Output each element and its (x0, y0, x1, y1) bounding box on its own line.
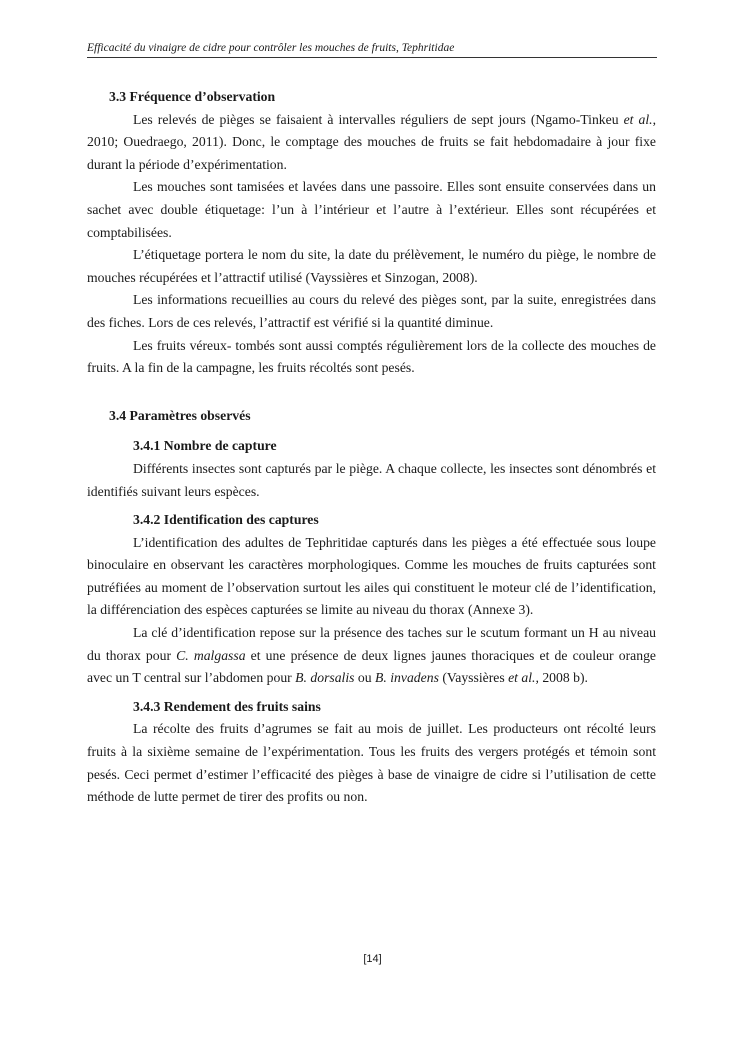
species-name: B. invadens (375, 670, 439, 686)
paragraph: L’étiquetage portera le nom du site, la date du prélèvement, le numéro du piège, le nombre de mouches récupérées et l’attractif utilisé (Vayssières et Sinzogan, 2008). (87, 247, 656, 285)
text-run-italic: et al. (623, 111, 653, 127)
paragraph (87, 109, 656, 177)
running-header: Efficacité du vinaigre de cidre pour contrôler les mouches de fruits, Tephritidae (87, 42, 657, 58)
section-3-4-1-heading: 3.4.1 Nombre de capture (133, 438, 277, 454)
page-number: [14] (363, 953, 382, 965)
section-3-4-3-heading: 3.4.3 Rendement des fruits sains (133, 698, 321, 714)
paragraph: La récolte des fruits d’agrumes se fait au mois de juillet. Les producteurs ont récolté leurs fruits à la sixième semaine de l’expérimentation. Tous les fruits des vergers protégés et témoin sont pesés. Ceci permet d’estimer l’efficacité des pièges à base de vinaigre de cidre si l’utilisation de cette méthode de lutte permet de tirer des profits ou non. (87, 721, 656, 805)
paragraph: Les fruits véreux- tombés sont aussi comptés régulièrement lors de la collecte des mouches de fruits. A la fin de la campagne, les fruits récoltés sont pesés. (87, 337, 656, 376)
section-3-4-heading: 3.4 Paramètres observés (109, 407, 251, 423)
text-run: Les relevés de pièges se faisaient à intervalles réguliers de sept jours (Ngamo-Tinkeu (133, 111, 624, 127)
species-name: B. dorsalis (295, 670, 355, 686)
paragraph: L’identification des adultes de Tephritidae capturés dans les pièges a été effectuée sous loupe binoculaire en observant les caractères morphologiques. Comme les mouches de fruits capturées sont putréfiées au moment de l’observation surtout les ailes qui constituent le moteur clé de l’identification, la différenciation des espèces capturées se limite au niveau du thorax (Annexe 3). (87, 534, 656, 618)
text-run: et une présence de deux lignes jaunes thoraciques et de couleur orange avec un T central sur l’abdomen pour (87, 647, 656, 686)
page-body (87, 86, 656, 809)
paragraph: Les informations recueillies au cours du relevé des pièges sont, par la suite, enregistrées dans des fiches. Lors de ces relevés, l’attractif est vérifié si la quantité diminue. (87, 292, 656, 330)
text-run: (Vayssières (438, 670, 509, 686)
paragraph: Différents insectes sont capturés par le piège. A chaque collecte, les insectes sont dénombrés et identifiés suivant leurs espèces. (87, 460, 656, 499)
text-run: ou (354, 670, 376, 686)
species-name: C. malgassa (176, 647, 246, 663)
text-run: , 2010; Ouedraego, 2011). Donc, le comptage des mouches de fruits se fait hebdomadaire à jour fixe durant la période d’expérimentation. (87, 111, 656, 172)
text-run-italic: et al., (508, 670, 539, 686)
text-run: 2008 b). (538, 670, 588, 686)
section-3-3-heading: 3.3 Fréquence d’observation (109, 89, 276, 104)
section-3-4-2-heading: 3.4.2 Identification des captures (133, 512, 319, 528)
text-run: La clé d’identification repose sur la présence des taches sur le scutum formant un H au niveau du thorax pour (87, 625, 656, 663)
paragraph (87, 622, 656, 690)
paragraph: Les mouches sont tamisées et lavées dans une passoire. Elles sont ensuite conservées dans un sachet avec double étiquetage: l’un à l’intérieur et l’autre à l’extérieur. Elles sont récupérées et comptabilisées. (87, 179, 656, 240)
